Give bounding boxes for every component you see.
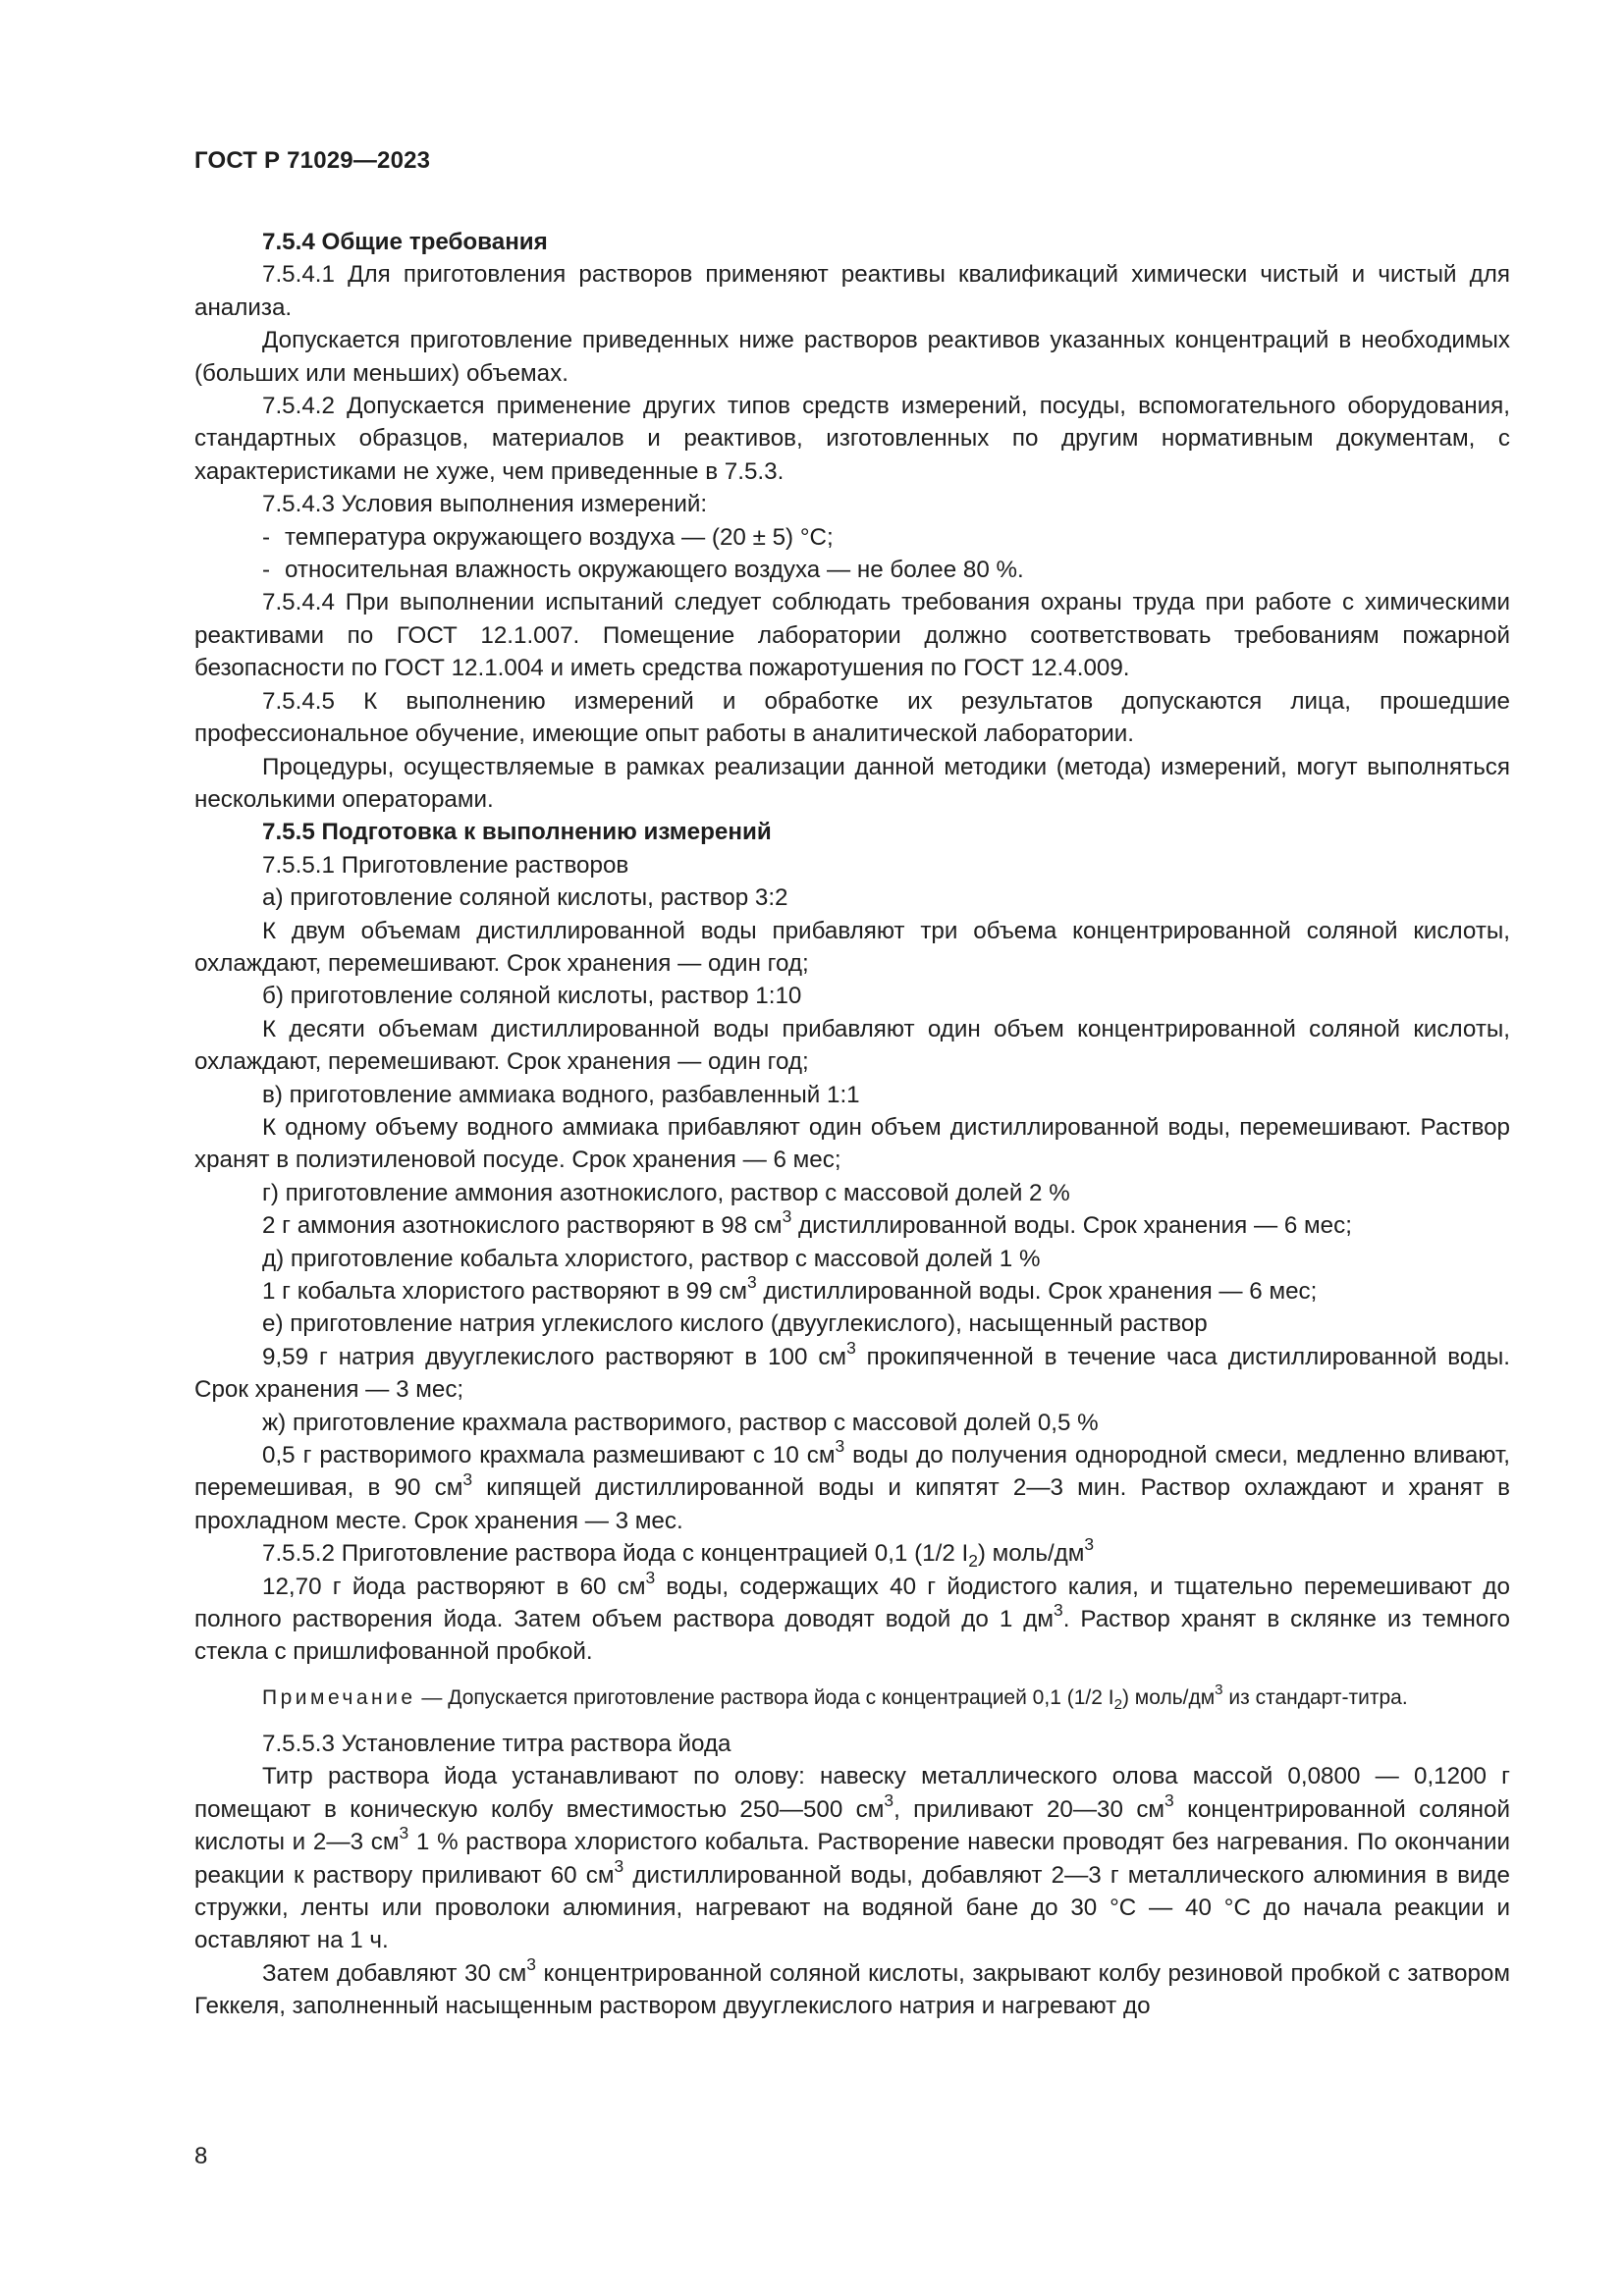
text-run: 7.5.5.2 Приготовление раствора йода с концентрацией 0,1 (1/2 I: [262, 1540, 969, 1568]
superscript: 3: [1164, 1789, 1174, 1810]
text-run: 1 г кобальта хлористого растворяют в 99 см: [262, 1278, 747, 1305]
text-run: Титр раствора йода устанавливают по олову: навеску металлического олова массой 0,0800 — 0,1200 г помещают в коническую колбу вместимостью 250—500 см: [194, 1763, 1510, 1823]
paragraph-7553b: [194, 1760, 1510, 1956]
superscript: 3: [1054, 1600, 1063, 1621]
text-run: воды, содержащих 40 г йодистого калия, и тщательно перемешивают до полного растворения йода. Затем объем раствора доводят водой до 1 дм: [194, 1573, 1510, 1633]
superscript: 3: [747, 1272, 757, 1293]
item-g-text: [194, 1206, 1510, 1242]
item-a-title: а) приготовление соляной кислоты, раствор 3:2: [262, 884, 788, 912]
superscript: 3: [614, 1855, 624, 1876]
paragraph-7544: 7.5.4.4 При выполнении испытаний следует соблюдать требования охраны труда при работе с химическими реактивами по ГОСТ 12.1.007. Помещение лаборатории должно соответствовать требованиям пожарной безопасности по ГОСТ 12.1.004 и иметь средства пожаротушения по ГОСТ 12.4.009.: [194, 589, 1510, 682]
text-run: 2 г аммония азотнокислого растворяют в 98 см: [262, 1212, 783, 1240]
text-run: дистиллированной воды, добавляют 2—3 г металлического алюминия в виде стружки, ленты или проволоки алюминия, нагревают на водяной бане до 30 °С — 40 °С до начала реакции и оставляют на 1 ч.: [194, 1861, 1511, 1954]
paragraph-7541: 7.5.4.1 Для приготовления растворов применяют реактивы квалификаций химически чистый и чистый для анализа.: [194, 261, 1510, 321]
paragraph-7545: 7.5.4.5 К выполнению измерений и обработке их результатов допускаются лица, прошедшие профессиональное обучение, имеющие опыт работы в аналитической лаборатории.: [194, 687, 1510, 748]
text-run: ) моль/дм: [1121, 1685, 1216, 1709]
list-item-humidity: [194, 554, 1510, 586]
text-run: дистиллированной воды. Срок хранения — 6 мес;: [791, 1212, 1352, 1240]
text-run: 9,59 г натрия двууглекислого растворяют в 100 см: [262, 1343, 847, 1370]
superscript: 3: [884, 1789, 894, 1810]
item-d-title: д) приготовление кобальта хлористого, раствор с массовой долей 1 %: [262, 1245, 1041, 1272]
text-run: — Допускается приготовление раствора йода с концентрацией 0,1 (1/2 I: [415, 1685, 1114, 1709]
item-d-text: [194, 1272, 1510, 1308]
superscript: 3: [399, 1823, 409, 1843]
superscript: 3: [1084, 1534, 1095, 1555]
item-b-text: К десяти объемам дистиллированной воды прибавляют один объем концентрированной соляной кислоты, охлаждают, перемешивают. Срок хранения — один год;: [194, 1015, 1510, 1076]
condition-humidity: относительная влажность окружающего воздуха — не более 80 %.: [285, 557, 1024, 584]
item-e-title: е) приготовление натрия углекислого кислого (двууглекислого), насыщенный раствор: [262, 1310, 1208, 1338]
paragraph-7541b: Допускается приготовление приведенных ниже растворов реактивов указанных концентраций в необходимых (больших или меньших) объемах.: [194, 327, 1510, 387]
paragraph-7545b: Процедуры, осуществляемые в рамках реализации данной методики (метода) измерений, могут выполняться несколькими операторами.: [194, 753, 1510, 813]
text-run: Затем добавляют 30 см: [262, 1959, 527, 1987]
item-zh-text: [194, 1436, 1511, 1537]
section-755-title: 7.5.5 Подготовка к выполнению измерений: [262, 819, 772, 846]
superscript: 3: [526, 1953, 536, 1974]
text-run: кипящей дистиллированной воды и кипятят 2—3 мин. Раствор охлаждают и хранят в прохладном месте. Срок хранения — 3 мес.: [194, 1474, 1510, 1534]
text-run: воды до получения однородной смеси, медленно вливают, перемешивая, в 90 см: [194, 1442, 1511, 1502]
superscript: 3: [782, 1206, 792, 1227]
note-label: Примечание: [262, 1685, 416, 1709]
paragraph-7542: 7.5.4.2 Допускается применение других типов средств измерений, посуды, вспомогательного оборудования, стандартных образцов, материалов и реактивов, изготовленных по другим нормативным документам, с характеристиками не хуже, чем приведенные в 7.5.3.: [194, 393, 1510, 485]
item-a-text: К двум объемам дистиллированной воды прибавляют три объема концентрированной соляной кислоты, охлаждают, перемешивают. Срок хранения — один год;: [194, 917, 1510, 977]
text-run: прокипяченной в течение часа дистиллированной воды. Срок хранения — 3 мес;: [194, 1343, 1510, 1404]
paragraph-7552: [194, 1534, 1510, 1572]
text-run: ) моль/дм: [977, 1540, 1085, 1568]
text-run: концентрированной соляной кислоты, закрывают колбу резиновой пробкой с затвором Геккеля, заполненный насыщенным раствором двууглекислого натрия и нагревают до: [194, 1959, 1510, 2020]
text-run: 12,70 г йода растворяют в 60 см: [262, 1573, 646, 1600]
superscript: 3: [462, 1468, 473, 1489]
condition-temperature: температура окружающего воздуха — (20 ± 5) °С;: [285, 523, 834, 551]
superscript: 3: [835, 1436, 845, 1457]
text-run: . Раствор хранят в склянке из темного стекла с пришлифованной пробкой.: [194, 1606, 1510, 1666]
list-dash: -: [262, 523, 271, 551]
paragraph-7553c: [194, 1953, 1510, 2023]
superscript: 3: [846, 1338, 856, 1359]
item-b-title: б) приготовление соляной кислоты, раствор 1:10: [262, 983, 802, 1010]
item-v-title: в) приготовление аммиака водного, разбавленный 1:1: [262, 1081, 860, 1108]
text-run: , приливают 20—30 см: [893, 1795, 1165, 1823]
text-run: 1 % раствора хлористого кобальта. Растворение навески проводят без нагревания. По окончании реакции к раствору приливают 60 см: [194, 1829, 1510, 1889]
item-zh-title: ж) приготовление крахмала растворимого, раствор с массовой долей 0,5 %: [262, 1409, 1099, 1436]
list-item-temperature: [194, 521, 1510, 554]
paragraph-7543: 7.5.4.3 Условия выполнения измерений:: [262, 491, 708, 518]
list-dash: -: [262, 557, 271, 584]
item-g-title: г) приготовление аммония азотнокислого, раствор с массовой долей 2 %: [262, 1179, 1070, 1206]
text-run: дистиллированной воды. Срок хранения — 6 мес;: [756, 1278, 1318, 1305]
section-754-title: 7.5.4 Общие требования: [262, 229, 548, 255]
paragraph-7553: 7.5.5.3 Установление титра раствора йода: [262, 1730, 731, 1757]
document-body: [194, 226, 1510, 2023]
paragraph-7552b: [194, 1567, 1510, 1669]
subscript: 2: [1113, 1696, 1122, 1714]
text-run: 0,5 г растворимого крахмала размешивают с 10 см: [262, 1442, 836, 1469]
text-run: концентрированной соляной кислоты и 2—3 см: [194, 1795, 1510, 1856]
superscript: 3: [645, 1567, 656, 1587]
superscript: 3: [1215, 1682, 1223, 1699]
paragraph-7551: 7.5.5.1 Приготовление растворов: [262, 851, 629, 879]
text-run: из стандарт-титра.: [1222, 1685, 1408, 1709]
page-number: 8: [194, 2143, 208, 2169]
document-code-header: ГОСТ Р 71029—2023: [194, 147, 431, 174]
note-block: [194, 1683, 1510, 1713]
item-v-text: К одному объему водного аммиака прибавляют один объем дистиллированной воды, перемешивают. Раствор хранят в полиэтиленовой посуде. Срок хранения — 6 мес;: [194, 1113, 1510, 1174]
item-e-text: [194, 1338, 1510, 1407]
subscript: 2: [968, 1551, 978, 1572]
